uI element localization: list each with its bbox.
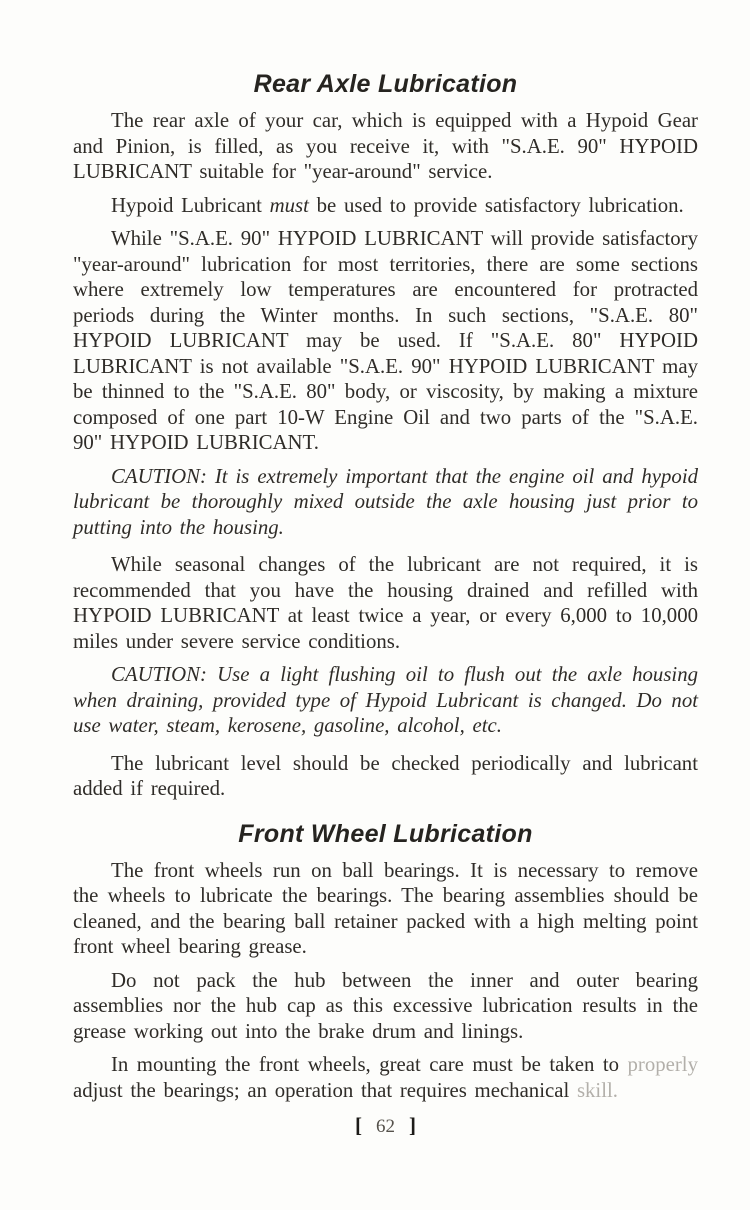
text-run: Hypoid Lubricant bbox=[111, 193, 270, 217]
text-run: In mounting the front wheels, great care must be taken to bbox=[111, 1053, 628, 1076]
faded-print-word: properly bbox=[627, 1053, 698, 1076]
emphasized-word-must: must bbox=[269, 193, 309, 217]
heading-front-wheel-lubrication: Front Wheel Lubrication bbox=[238, 819, 533, 848]
faded-print-word: skill. bbox=[576, 1078, 618, 1102]
paragraph-do-not-pack-hub: Do not pack the hub between the inner and outer bearing assemblies nor the hub cap as this excessive lubrication results in the grease working out into the brake drum and linings. bbox=[73, 968, 698, 1043]
paragraph-hypoid-must bbox=[73, 193, 698, 219]
paragraph-front-wheels-bearings: The front wheels run on ball bearings. It is necessary to remove the wheels to lubricate the bearings. The bearing assemblies should be cleaned, and the bearing ball retainer packed with a high melting point front wheel bearing grease. bbox=[73, 858, 698, 958]
page-number: 62 bbox=[376, 1116, 395, 1137]
paragraph-seasonal-changes: While seasonal changes of the lubricant are not required, it is recommended that you have the housing drained and refilled with HYPOID LUBRICANT at least twice a year, or every 6,000 to 10,000 miles under severe service conditions. bbox=[73, 553, 698, 653]
caution-mix-outside-housing: CAUTION: It is extremely important that the engine oil and hypoid lubricant be thoroughly mixed outside the axle housing just prior to putting into the housing. bbox=[73, 464, 698, 539]
paragraph-rear-axle-intro: The rear axle of your car, which is equipped with a Hypoid Gear and Pinion, is filled, as you receive it, with "S.A.E. 90" HYPOID LUBRICANT suitable for "year-around" service. bbox=[73, 109, 698, 183]
heading-rear-axle-lubrication: Rear Axle Lubrication bbox=[253, 70, 518, 98]
paragraph-sae-grades: While "S.A.E. 90" HYPOID LUBRICANT will provide satisfactory "year-around" lubrication for most territories, there are some sections where extremely low temperatures are encountered for protracted periods during the Winter months. In such sections, "S.A.E. 80" HYPOID LUBRICANT may be used. If "S.A.E. 80" HYPOID LUBRICANT is not available "S.A.E. 90" HYPOID LUBRICANT may be thinned to the "S.A.E. 80" body, or viscosity, by making a mixture composed of one part 10-W Engine Oil and two parts of the "S.A.E. 90" HYPOID LUBRICANT. bbox=[73, 227, 698, 454]
page-footer bbox=[73, 1113, 698, 1138]
paragraph-lubricant-level: The lubricant level should be checked periodically and lubricant added if required. bbox=[73, 751, 698, 800]
footer-open-bracket: [ bbox=[355, 1113, 362, 1137]
text-run: adjust the bearings; an operation that requires mechanical bbox=[73, 1078, 577, 1102]
text-run: be used to provide satisfactory lubrication. bbox=[308, 193, 684, 217]
paragraph-mounting-front-wheels bbox=[73, 1052, 698, 1103]
footer-close-bracket: ] bbox=[409, 1113, 416, 1137]
caution-flushing-oil: CAUTION: Use a light flushing oil to flush out the axle housing when draining, provided type of Hypoid Lubricant is changed. Do not use water, steam, kerosene, gasoline, alcohol, etc. bbox=[73, 663, 698, 737]
